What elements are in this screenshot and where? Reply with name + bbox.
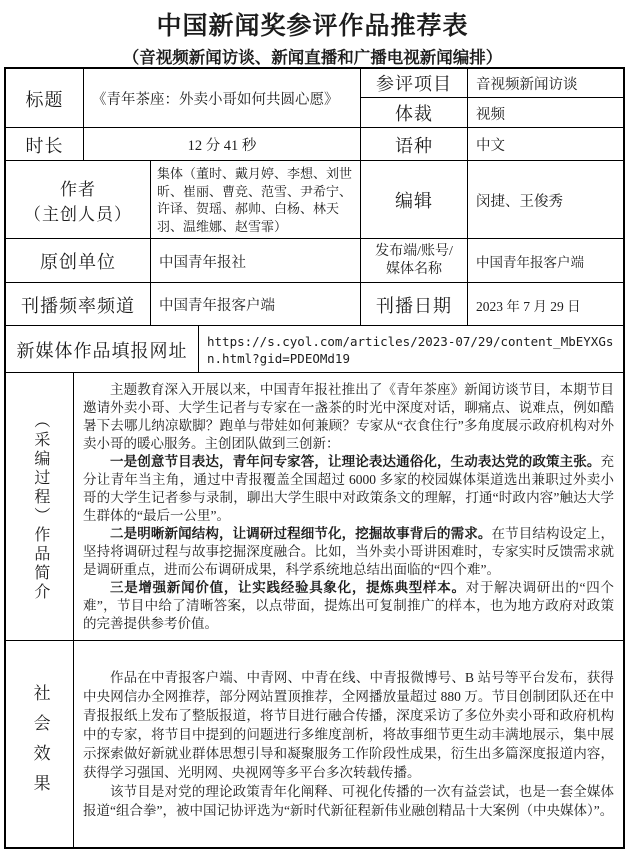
row-authors bbox=[6, 161, 623, 239]
original-unit-value: 中国青年报社 bbox=[151, 239, 361, 283]
publish-platform-label-line2: 媒体名称 bbox=[386, 262, 442, 277]
work-intro-label-cell bbox=[6, 373, 74, 641]
row-new-media-url bbox=[6, 326, 623, 373]
subrow-entry-category bbox=[361, 69, 623, 98]
recommendation-table bbox=[4, 67, 625, 849]
new-media-url-value: https://s.cyol.com/articles/2023-07/29/content_MbEYXGsn.html?gid=PDEOMd19 bbox=[207, 333, 614, 366]
social-effect-label-cell bbox=[6, 641, 74, 847]
row-original-unit bbox=[6, 239, 623, 283]
broadcast-date-label: 刊播日期 bbox=[361, 283, 468, 326]
recommendation-form-page bbox=[0, 6, 625, 850]
title-label: 标题 bbox=[6, 69, 84, 128]
broadcast-channel-value: 中国青年报客户端 bbox=[151, 283, 361, 326]
authors-value: 集体（董时、戴月婷、李想、刘世昕、崔丽、曹竞、范雪、尹希宁、许译、贺瑶、郝帅、白杨、林天羽、温维娜、赵雪霏） bbox=[151, 161, 361, 239]
work-intro-label-paren: （采编过程） bbox=[31, 412, 49, 526]
entry-category-value: 音视频新闻访谈 bbox=[476, 76, 578, 93]
social-effect-vertical-label: 社会效果 bbox=[30, 684, 50, 804]
language-value: 中文 bbox=[476, 138, 505, 154]
broadcast-channel-label: 刊播频率频道 bbox=[6, 283, 151, 326]
social-effect-content: 作品在中青报客户端、中青网、中青在线、中青报微博号、B 站号等平台发布，获得中央网信办全网推荐，部分网站置顶推荐，全网播放量超过 880 万。节目创制团队还在中青报报纸上发布了整版报道，将节目进行融合传播，深度采访了多位外卖小哥和政府机构中的专家，将节目中提到的问题进行多维度剖析，将故事细节更生动丰满地展示，集中展示探索做好新就业群体思想引导和凝聚服务工作阶段性成果，衍生出多篇深度报道内容，获得学习强国、光明网、央视网等多平台多次转载传播。 该节目是对党的理论政策青年化阐释、可视化传播的一次有益尝试，也是一套全媒体报道“组合拳”，被中国记协评选为“新时代新征程新伟业融创精品十大案例（中央媒体）”。 bbox=[83, 670, 614, 818]
work-intro-content: 主题教育深入开展以来，中国青年报社推出了《青年茶座》新闻访谈节目，本期节目邀请外卖小哥、大学生记者与专家在一盏茶的时光中深度对话，聊痛点、说难点，例如酷暑下去哪儿纳凉歇脚？跑单与带娃如何兼顾？专家从“衣食住行”多角度展示政府机构对外卖小哥的暖心服务。主创团队做到三创新： 一是创意节目表达，青年问专家答，让理论表达通俗化，生动表达党的政策主张。充分让青年当主角，通过中青报覆盖全国超过 6000 多家的校园媒体渠道选出兼职过外卖小哥的大学生记者参与录制，聊出大学生眼中对政策条文的理解，打通“时政内容”触达大学生群体的“最后一公里”。 二是明晰新闻结构，让调研过程细节化，挖掘故事背后的需求。在节目结构设定上，坚持将调研过程与故事挖掘深度融合。比如，当外卖小哥讲困难时，专家实时反馈需求就是调研重点，进而公布调研成果，科学系统地总结出面临的“四个难”。 三是增强新闻价值，让实践经验具象化，提炼典型样本。对于解决调研出的“四个难”，节目中给了清晰答案，以点带面，提炼出可复制推广的样本，也为地方政府对政策的完善提供参考价值。 bbox=[83, 382, 614, 631]
language-label: 语种 bbox=[361, 128, 468, 161]
page-subtitle: （音视频新闻访谈、新闻直播和广播电视新闻编排） bbox=[122, 48, 503, 67]
subrow-genre bbox=[361, 98, 623, 128]
duration-label: 时长 bbox=[6, 128, 84, 161]
authors-label-line2: （主创人员） bbox=[24, 205, 132, 224]
work-intro-vertical-label bbox=[6, 373, 73, 641]
row-title bbox=[6, 69, 623, 128]
row-broadcast-channel bbox=[6, 283, 623, 326]
page-title: 中国新闻奖参评作品推荐表 bbox=[156, 13, 469, 40]
publish-platform-value: 中国青年报客户端 bbox=[476, 255, 584, 270]
editors-label: 编辑 bbox=[361, 161, 468, 239]
publish-platform-label bbox=[361, 239, 468, 283]
authors-label bbox=[6, 161, 151, 239]
duration-value: 12 分 41 秒 bbox=[84, 128, 361, 161]
row-duration bbox=[6, 128, 623, 161]
broadcast-date-value: 2023 年 7 月 29 日 bbox=[476, 298, 581, 314]
entry-genre-subcolumn bbox=[361, 69, 623, 128]
row-work-intro bbox=[6, 373, 623, 641]
genre-value: 视频 bbox=[476, 106, 505, 123]
entry-category-label: 参评项目 bbox=[361, 69, 468, 97]
work-intro-label-main: 作品简介 bbox=[31, 526, 49, 602]
title-value: 《青年茶座：外卖小哥如何共圆心愿》 bbox=[84, 69, 361, 128]
publish-platform-label-line1: 发布端/账号/ bbox=[375, 244, 453, 259]
authors-label-line1: 作者 bbox=[60, 180, 96, 199]
row-social-effect bbox=[6, 641, 623, 847]
original-unit-label: 原创单位 bbox=[6, 239, 151, 283]
editors-value: 闵捷、王俊秀 bbox=[476, 193, 563, 210]
new-media-url-label: 新媒体作品填报网址 bbox=[6, 326, 199, 373]
genre-label: 体裁 bbox=[361, 98, 468, 128]
